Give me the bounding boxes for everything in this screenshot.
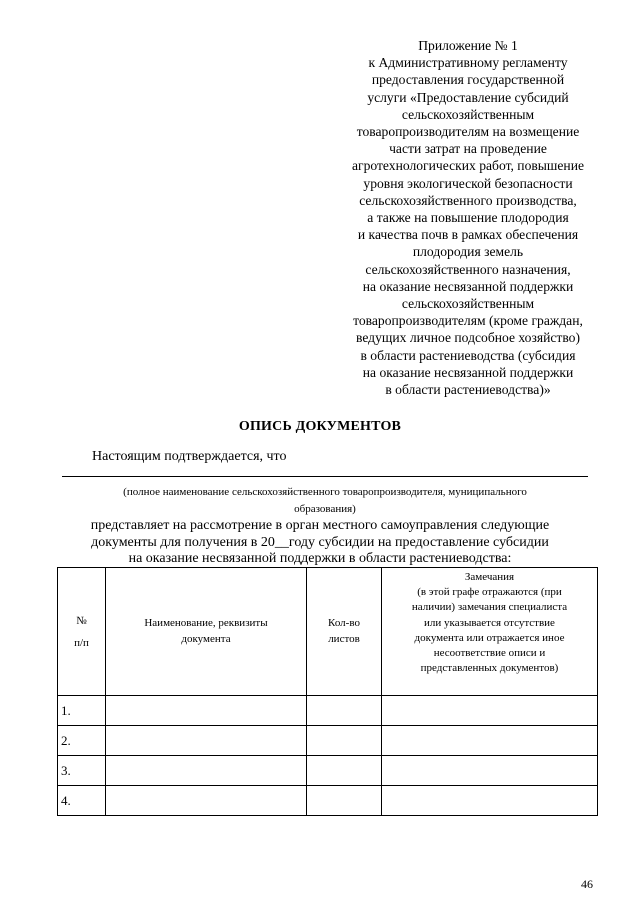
row-number: 1. — [58, 696, 106, 726]
header-notes-line: (в этой графе отражаются (при — [417, 586, 562, 599]
appendix-line: сельскохозяйственного производства, — [359, 192, 577, 208]
appendix-line: товаропроизводителям (кроме граждан, — [353, 313, 583, 329]
appendix-line: в области растениеводства (субсидия — [360, 347, 576, 363]
header-number-symbol: № — [76, 614, 87, 627]
fill-caption-line: образования) — [294, 503, 356, 515]
notes-cell[interactable] — [382, 696, 598, 726]
documents-table — [57, 567, 598, 816]
header-notes-line: наличии) замечания специалиста — [411, 601, 568, 614]
confirm-text: Настоящим подтверждается, что — [92, 449, 287, 464]
row-number: 3. — [58, 756, 106, 786]
appendix-line: предоставления государственной — [371, 72, 565, 88]
table-row — [58, 756, 598, 786]
appendix-line: плодородия земель — [412, 244, 524, 260]
request-paragraph — [0, 518, 640, 568]
appendix-line: Приложение № 1 — [418, 38, 518, 53]
sheet-count-cell[interactable] — [307, 696, 382, 726]
document-name-cell[interactable] — [106, 696, 307, 726]
row-number: 4. — [58, 786, 106, 816]
fill-in-line — [62, 476, 588, 477]
appendix-line: сельскохозяйственным — [401, 106, 535, 122]
document-name-cell[interactable] — [106, 756, 307, 786]
appendix-line: части затрат на проведение — [389, 141, 547, 157]
header-notes-line: представленных документов) — [420, 662, 559, 675]
appendix-line: товаропроизводителям на возмещение — [356, 124, 580, 140]
header-number-label: п/п — [74, 636, 89, 649]
fill-caption-line: (полное наименование сельскохозяйственного товаропроизводителя, муниципального — [123, 486, 527, 498]
header-name-line: документа — [181, 632, 231, 645]
header-notes — [382, 568, 598, 696]
table-header-row — [58, 568, 598, 696]
table-row — [58, 726, 598, 756]
appendix-line: а также на повышение плодородия — [367, 210, 569, 226]
header-notes-line: Замечания — [464, 571, 515, 583]
header-count-line: листов — [328, 632, 360, 645]
table-row — [58, 696, 598, 726]
appendix-line: на оказание несвязанной поддержки — [362, 278, 574, 294]
document-title: ОПИСЬ ДОКУМЕНТОВ — [238, 419, 402, 434]
page-number: 46 — [581, 877, 593, 891]
header-notes-line: несоответствие описи и — [433, 647, 546, 660]
notes-cell[interactable] — [382, 756, 598, 786]
sheet-count-cell[interactable] — [307, 726, 382, 756]
appendix-line: услуги «Предоставление субсидий — [367, 89, 569, 105]
appendix-line: ведущих личное подсобное хозяйство) — [355, 330, 581, 346]
appendix-line: сельскохозяйственного назначения, — [365, 261, 571, 277]
appendix-line: сельскохозяйственным — [401, 296, 535, 312]
appendix-line: на оказание несвязанной поддержки — [362, 364, 574, 380]
document-name-cell[interactable] — [106, 726, 307, 756]
header-name-line: Наименование, реквизиты — [144, 617, 268, 630]
header-document-name — [106, 568, 307, 696]
row-number: 2. — [58, 726, 106, 756]
appendix-header — [318, 37, 618, 398]
request-line: представляет на рассмотрение в орган местного самоуправления следующие — [90, 518, 550, 533]
sheet-count-cell[interactable] — [307, 786, 382, 816]
appendix-line: и качества почв в рамках обеспечения — [357, 227, 579, 243]
header-sheet-count — [307, 568, 382, 696]
table-row — [58, 786, 598, 816]
header-number — [58, 568, 106, 696]
sheet-count-cell[interactable] — [307, 756, 382, 786]
appendix-line: к Административному регламенту — [368, 55, 568, 71]
appendix-line: в области растениеводства)» — [385, 382, 551, 398]
fill-in-caption — [62, 484, 588, 518]
header-notes-line: или указывается отсутствие — [424, 616, 555, 629]
request-line: документы для получения в 20__году субсидии на предоставление субсидии — [91, 534, 549, 550]
header-count-line: Кол-во — [328, 617, 360, 630]
header-notes-line: документа или отражается иное — [414, 631, 565, 644]
appendix-line: уровня экологической безопасности — [363, 175, 573, 191]
notes-cell[interactable] — [382, 726, 598, 756]
request-line: на оказание несвязанной поддержки в области растениеводства: — [128, 551, 512, 566]
document-name-cell[interactable] — [106, 786, 307, 816]
notes-cell[interactable] — [382, 786, 598, 816]
appendix-line: агротехнологических работ, повышение — [351, 158, 585, 174]
